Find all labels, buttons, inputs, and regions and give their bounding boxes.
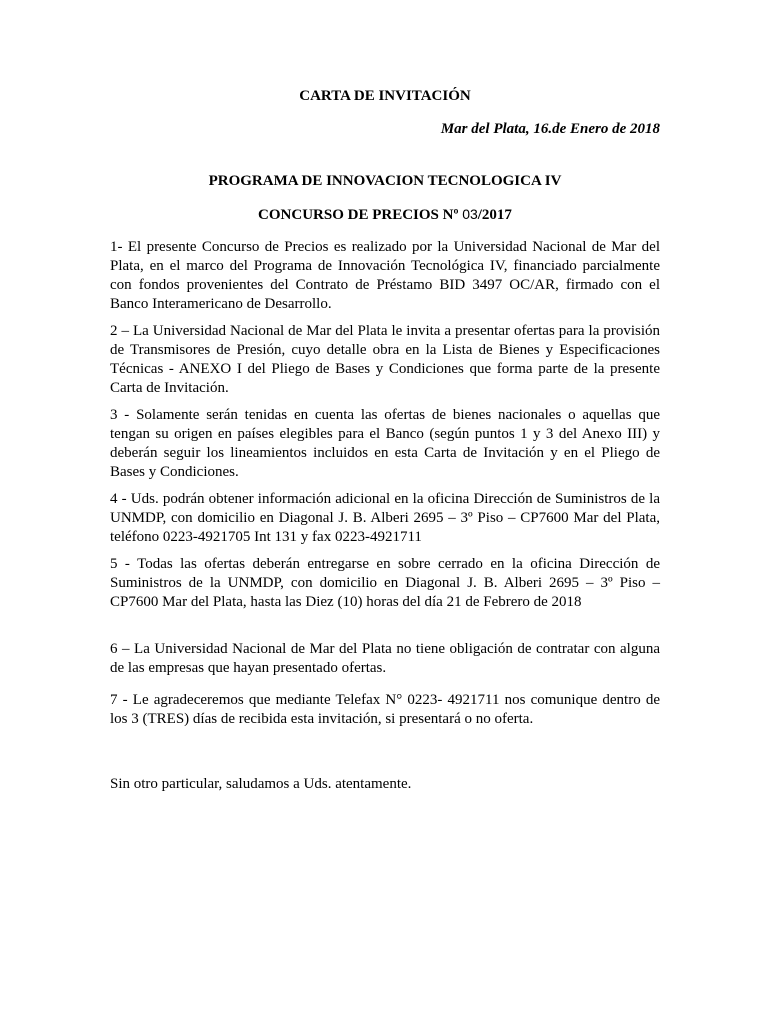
paragraph-1: 1- El presente Concurso de Precios es realizado por la Universidad Nacional de Mar del Plata, en el marco del Programa de Innovación Tecnológica IV, financiado parcialmente con fondos provenientes del Contrato de Préstamo BID 3497 OC/AR, firmado con el Banco Interamericano de Desarrollo.: [110, 239, 660, 312]
program-title: PROGRAMA DE INNOVACION TECNOLOGICA IV: [208, 173, 562, 189]
letter-title: CARTA DE INVITACIÓN: [299, 88, 471, 104]
concurso-title: [110, 204, 660, 225]
paragraph-7: 7 - Le agradeceremos que mediante Telefax N° 0223- 4921711 nos comunique dentro de los 3 (TRES) días de recibida esta invitación, si presentará o no oferta.: [110, 692, 660, 727]
letter-date: Mar del Plata, 16.de Enero de 2018: [440, 121, 660, 137]
paragraph-5: 5 - Todas las ofertas deberán entregarse en sobre cerrado en la oficina Dirección de Suministros de la UNMDP, con domicilio en Diagonal J. B. Alberi 2695 – 3º Piso – CP7600 Mar del Plata, hasta las Diez (10) horas del día 21 de Febrero de 2018: [110, 556, 660, 610]
paragraph-4: 4 - Uds. podrán obtener información adicional en la oficina Dirección de Suministros de la UNMDP, con domicilio en Diagonal J. B. Alberi 2695 – 3º Piso – CP7600 Mar del Plata, teléfono 0223-4921705 Int 131 y fax 0223-4921711: [110, 491, 660, 545]
paragraph-2: 2 – La Universidad Nacional de Mar del Plata le invita a presentar ofertas para la provisión de Transmisores de Presión, cuyo detalle obra en la Lista de Bienes y Especificaciones Técnicas - ANEXO I del Pliego de Bases y Condiciones que forma parte de la presente Carta de Invitación.: [110, 323, 660, 396]
concurso-number: 03: [462, 206, 478, 222]
paragraph-3: 3 - Solamente serán tenidas en cuenta las ofertas de bienes nacionales o aquellas que tengan su origen en países elegibles para el Banco (según puntos 1 y 3 del Anexo III) y deberán seguir los lineamientos incluidos en esta Carta de Invitación y en el Pliego de Bases y Condiciones.: [110, 407, 660, 480]
concurso-prefix: CONCURSO DE PRECIOS Nº: [258, 207, 463, 223]
paragraph-6: 6 – La Universidad Nacional de Mar del Plata no tiene obligación de contratar con alguna de las empresas que hayan presentado ofertas.: [110, 641, 660, 676]
concurso-suffix: /2017: [477, 207, 512, 223]
closing-line: Sin otro particular, saludamos a Uds. atentamente.: [110, 776, 412, 792]
